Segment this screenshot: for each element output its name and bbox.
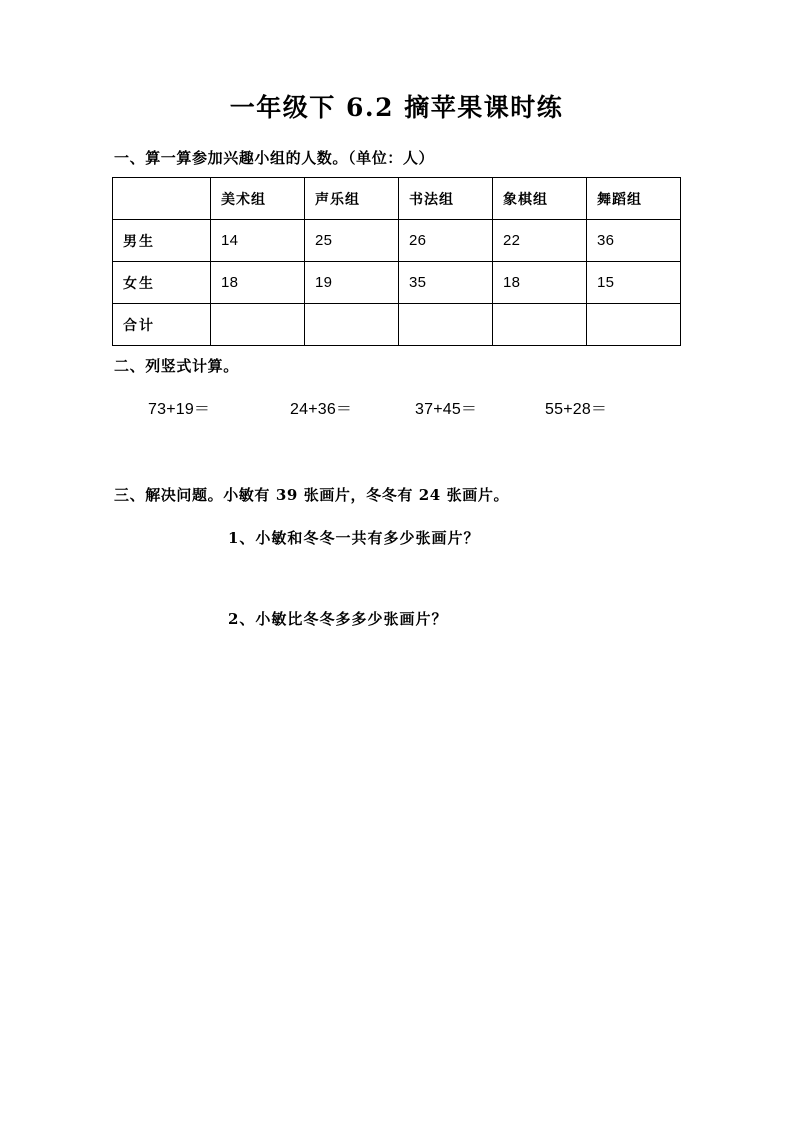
table-cell-0-3: 22 <box>493 220 587 262</box>
equation-3: 55+28＝ <box>545 401 608 418</box>
interest-group-table <box>112 177 681 346</box>
question-1: 1、小敏和冬冬一共有多少张画片？ <box>228 529 480 547</box>
section-3-heading: 三、解决问题。小敏有 39 张画片，冬冬有 24 张画片。 <box>114 486 510 504</box>
table-column-header-0: 美术组 <box>211 178 305 220</box>
equation-2: 37+45＝ <box>415 401 478 418</box>
table-cell-2-2[interactable] <box>399 304 493 346</box>
section-1-heading: 一、算一算参加兴趣小组的人数。（单位：人） <box>114 149 435 167</box>
equation-1: 24+36＝ <box>290 401 353 418</box>
table-cell-2-4[interactable] <box>587 304 681 346</box>
table-cell-0-0: 14 <box>211 220 305 262</box>
table-cell-2-0[interactable] <box>211 304 305 346</box>
question-2: 2、小敏比冬冬多多少张画片？ <box>228 610 448 628</box>
page-title: 一年级下 6.2 摘苹果课时练 <box>229 93 564 122</box>
table-header-row <box>113 178 681 220</box>
table-cell-2-1[interactable] <box>305 304 399 346</box>
table-cell-1-0: 18 <box>211 262 305 304</box>
equation-0: 73+19＝ <box>148 401 211 418</box>
table-cell-1-2: 35 <box>399 262 493 304</box>
table-column-header-3: 象棋组 <box>493 178 587 220</box>
table-row-label-0: 男生 <box>113 220 211 262</box>
table-cell-1-1: 19 <box>305 262 399 304</box>
table-cell-0-4: 36 <box>587 220 681 262</box>
table-row-label-2: 合计 <box>113 304 211 346</box>
table-column-header-1: 声乐组 <box>305 178 399 220</box>
table-column-header-4: 舞蹈组 <box>587 178 681 220</box>
table-corner-cell <box>113 178 211 220</box>
table-cell-1-3: 18 <box>493 262 587 304</box>
equation-list <box>112 398 680 424</box>
table-cell-2-3[interactable] <box>493 304 587 346</box>
table-column-header-2: 书法组 <box>399 178 493 220</box>
table-cell-0-1: 25 <box>305 220 399 262</box>
table-cell-1-4: 15 <box>587 262 681 304</box>
table-row <box>113 220 681 262</box>
table-row <box>113 304 681 346</box>
table-cell-0-2: 26 <box>399 220 493 262</box>
table-row <box>113 262 681 304</box>
table-row-label-1: 女生 <box>113 262 211 304</box>
section-2-heading: 二、列竖式计算。 <box>114 357 239 375</box>
